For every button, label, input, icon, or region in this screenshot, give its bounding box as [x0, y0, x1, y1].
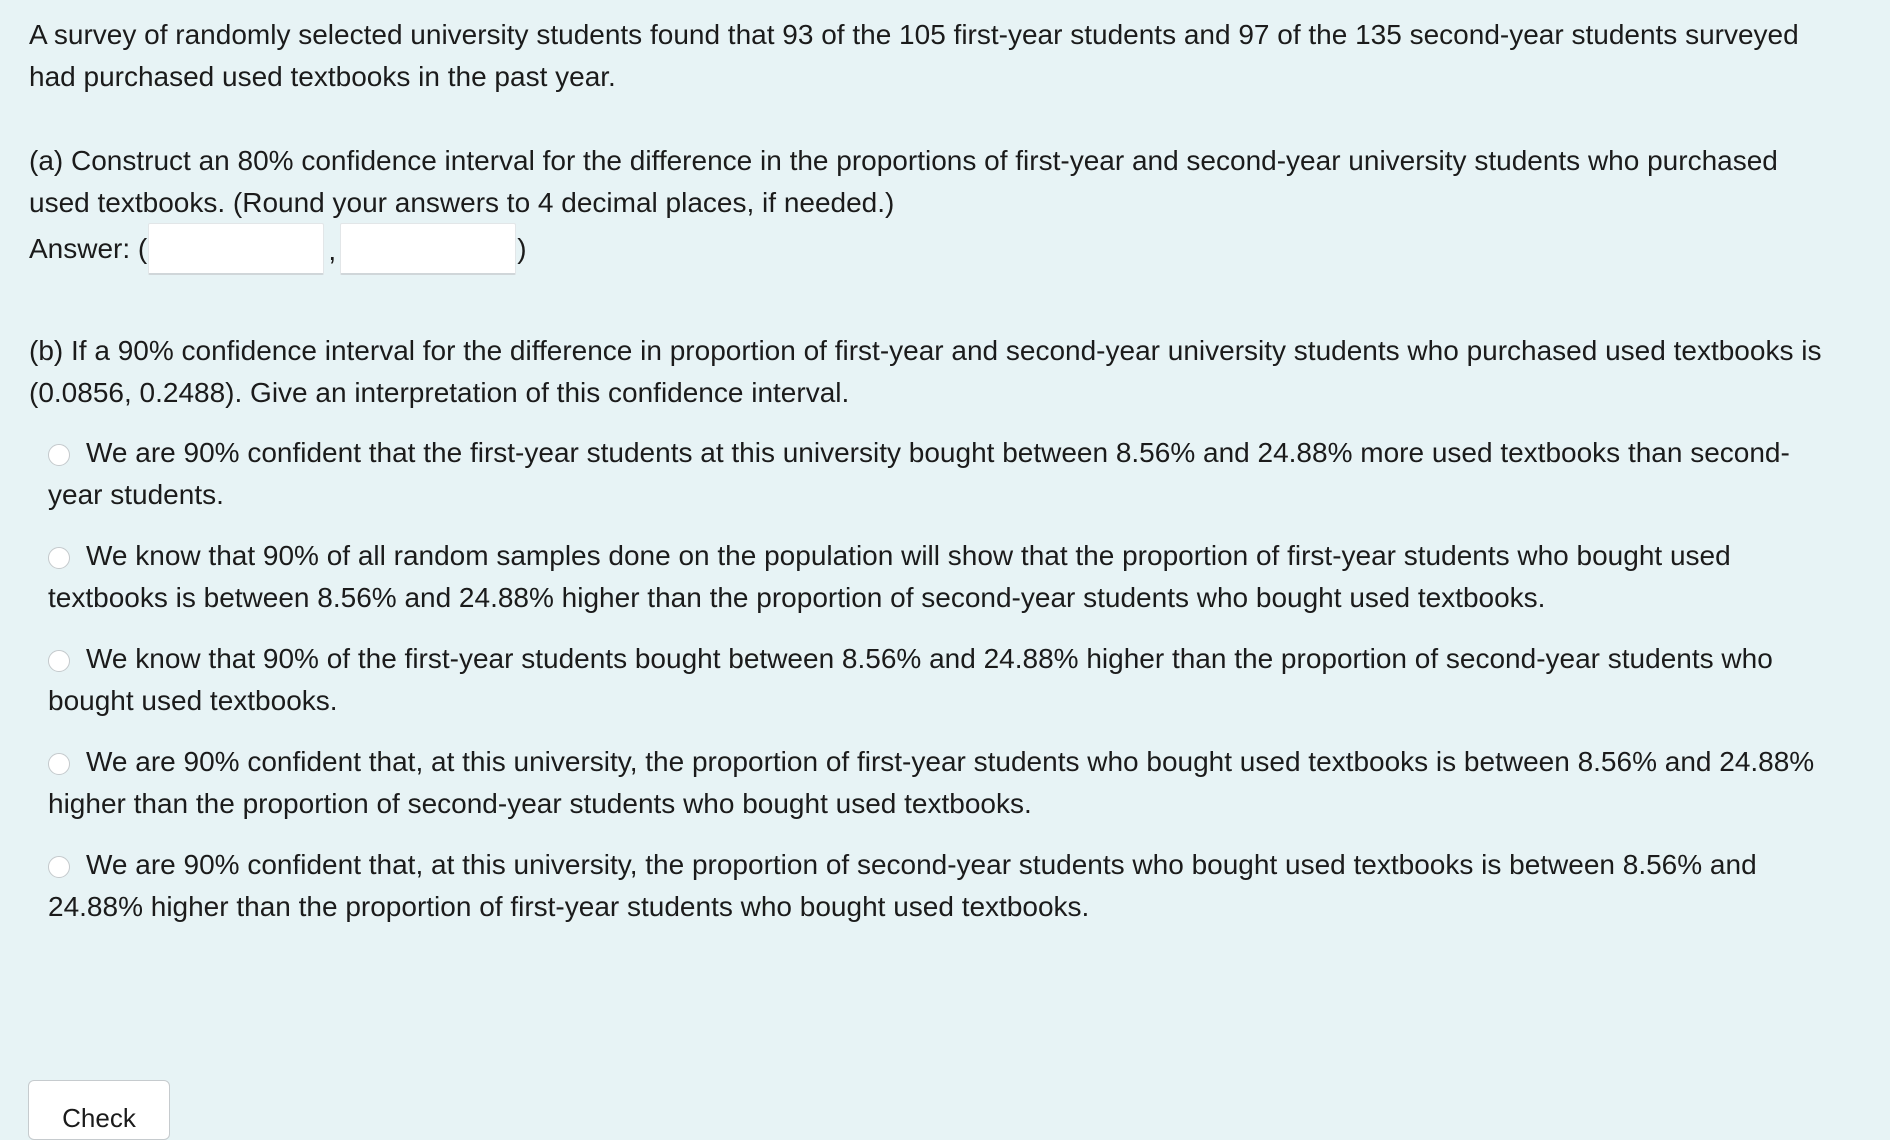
option-text: We know that 90% of the first-year students bought between 8.56% and 24.88% higher than the proportion of second-year students who bought used textbooks. [48, 643, 1773, 716]
option-3[interactable] [48, 638, 1829, 722]
part-a-question: (a) Construct an 80% confidence interval for the difference in the proportions of first-year and second-year university students who purchased used textbooks. (Round your answers to 4 decimal places, if needed.) [29, 145, 1778, 218]
lower-bound-input[interactable] [148, 223, 324, 275]
options-list [29, 432, 1829, 928]
radio-button[interactable] [48, 856, 70, 878]
option-5[interactable] [48, 844, 1829, 928]
intro-text: A survey of randomly selected university students found that 93 of the 105 first-year students and 97 of the 135 second-year students surveyed had purchased used textbooks in the past year. [29, 19, 1799, 92]
answer-label: Answer: ( [29, 233, 148, 264]
option-2[interactable] [48, 535, 1829, 619]
question-panel [29, 14, 1829, 947]
radio-button[interactable] [48, 547, 70, 569]
option-text: We are 90% confident that, at this university, the proportion of first-year students who bought used textbooks is between 8.56% and 24.88% higher than the proportion of second-year students who bought used textbooks. [48, 746, 1815, 819]
option-1[interactable] [48, 432, 1829, 516]
radio-button[interactable] [48, 753, 70, 775]
check-button[interactable]: Check [28, 1080, 170, 1140]
close-paren: ) [517, 233, 527, 264]
part-b-question: (b) If a 90% confidence interval for the difference in proportion of first-year and second-year university students who purchased used textbooks is (0.0856, 0.2488). Give an interpretation of this confidence interval. [29, 335, 1822, 408]
option-text: We are 90% confident that the first-year students at this university bought between 8.56% and 24.88% more used textbooks than second-year students. [48, 437, 1790, 510]
radio-button[interactable] [48, 444, 70, 466]
answer-row [29, 220, 1829, 278]
option-4[interactable] [48, 741, 1829, 825]
radio-button[interactable] [48, 650, 70, 672]
option-text: We know that 90% of all random samples done on the population will show that the proportion of first-year students who bought used textbooks is between 8.56% and 24.88% higher than the proportion of second-year students who bought used textbooks. [48, 540, 1731, 613]
upper-bound-input[interactable] [340, 223, 516, 275]
comma-separator: , [328, 235, 337, 266]
option-text: We are 90% confident that, at this university, the proportion of second-year students who bought used textbooks is between 8.56% and 24.88% higher than the proportion of first-year students who bought used textbooks. [48, 849, 1757, 922]
